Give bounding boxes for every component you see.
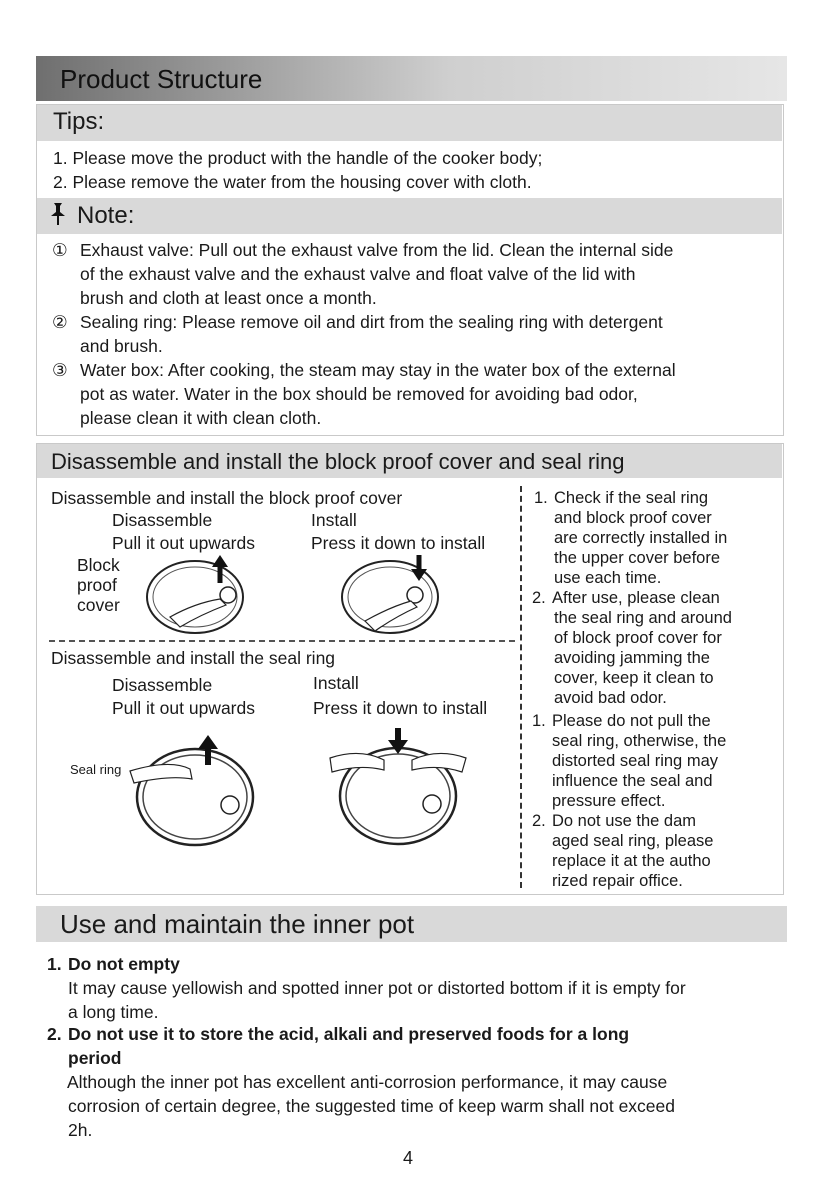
- cover-install-illustration: [335, 555, 445, 635]
- note-line: cover, keep it clean to: [554, 669, 714, 687]
- note-line: seal ring, otherwise, the: [552, 732, 727, 750]
- seal-notes: [532, 711, 772, 891]
- note-line: Exhaust valve: Pull out the exhaust valve from the lid. Clean the internal side: [80, 240, 674, 260]
- cover-heading: Disassemble and install the block proof cover: [51, 488, 403, 508]
- item-body: a long time.: [68, 1002, 159, 1022]
- note-line: Please do not pull the: [552, 712, 711, 730]
- note-line: avoid bad odor.: [554, 689, 667, 707]
- note-block: [532, 711, 772, 811]
- cover-disassemble-action: Pull it out upwards: [112, 533, 255, 553]
- seal-heading: Disassemble and install the seal ring: [51, 648, 336, 668]
- seal-disassemble-illustration: [130, 735, 260, 850]
- cover-notes: [534, 488, 774, 708]
- label-line: Block: [77, 555, 120, 575]
- item-heading: Do not empty: [68, 954, 180, 974]
- note-line: rized repair office.: [552, 872, 683, 890]
- note-line: brush and cloth at least once a month.: [80, 288, 377, 308]
- note-line: the seal ring and around: [554, 609, 732, 627]
- note-line: of the exhaust valve and the exhaust valve and float valve of the lid with: [80, 264, 636, 284]
- note-number: 2.: [532, 589, 546, 607]
- note-line: Water box: After cooking, the steam may stay in the water box of the external: [80, 360, 676, 380]
- note-marker: ②: [52, 312, 68, 332]
- item-number: 2.: [47, 1024, 62, 1044]
- seal-disassemble-action: Pull it out upwards: [112, 698, 255, 718]
- note-marker: ①: [52, 240, 68, 260]
- note-line: the upper cover before: [554, 549, 721, 567]
- item-body: It may cause yellowish and spotted inner pot or distorted bottom if it is empty for: [68, 978, 686, 998]
- note-line: pressure effect.: [552, 792, 666, 810]
- note-marker: ③: [52, 360, 68, 380]
- note-line: are correctly installed in: [554, 529, 728, 547]
- section-divider: [49, 640, 515, 642]
- note-item-water-box: [52, 358, 772, 430]
- note-line: of block proof cover for: [554, 629, 722, 647]
- note-header: [37, 198, 782, 234]
- note-line: Do not use the dam: [552, 812, 697, 830]
- label-line: cover: [77, 595, 120, 615]
- disassemble-header: [37, 444, 782, 478]
- item-body: 2h.: [68, 1120, 93, 1140]
- note-line: and brush.: [80, 336, 163, 356]
- note-line: replace it at the autho: [552, 852, 711, 870]
- cover-install-action: Press it down to install: [311, 533, 486, 553]
- pushpin-icon: [49, 202, 71, 231]
- inner-pot-item: [47, 952, 787, 1022]
- cover-disassemble-label: Disassemble: [112, 510, 213, 530]
- cover-install-label: Install: [311, 510, 357, 530]
- inner-pot-title: Use and maintain the inner pot: [60, 909, 415, 939]
- item-heading: Do not use it to store the acid, alkali and preserved foods for a long: [68, 1024, 630, 1044]
- item-number: 1.: [47, 954, 62, 974]
- note-line: avoiding jamming the: [554, 649, 710, 667]
- note-line: Check if the seal ring: [554, 489, 709, 507]
- column-divider: [520, 486, 522, 888]
- note-line: and block proof cover: [554, 509, 712, 527]
- note-line: After use, please clean: [552, 589, 720, 607]
- tip-item: 1. Please move the product with the handle of the cooker body;: [53, 148, 543, 168]
- disassemble-title: Disassemble and install the block proof cover and seal ring: [51, 449, 625, 474]
- tips-header: [37, 105, 782, 141]
- page-title: Product Structure: [60, 64, 263, 94]
- note-line: use each time.: [554, 569, 662, 587]
- seal-install-label: Install: [313, 673, 359, 693]
- note-line: distorted seal ring may: [552, 752, 718, 770]
- seal-disassemble-label: Disassemble: [112, 675, 213, 695]
- page-number: 4: [403, 1148, 414, 1168]
- cover-disassemble-illustration: [140, 555, 250, 635]
- note-list: [52, 238, 772, 430]
- note-number: 1.: [534, 489, 548, 507]
- item-heading: period: [68, 1048, 122, 1068]
- note-line: pot as water. Water in the box should be removed for avoiding bad odor,: [80, 384, 638, 404]
- label-line: proof: [77, 575, 117, 595]
- note-line: aged seal ring, please: [552, 832, 714, 850]
- seal-install-action: Press it down to install: [313, 698, 488, 718]
- seal-install-illustration: [320, 728, 470, 848]
- tip-item: 2. Please remove the water from the housing cover with cloth.: [53, 172, 532, 192]
- note-block: [534, 488, 774, 588]
- note-line: influence the seal and: [552, 772, 713, 790]
- item-body: Although the inner pot has excellent anti-corrosion performance, it may cause: [67, 1072, 668, 1092]
- note-number: 2.: [532, 812, 546, 830]
- inner-pot-item: [47, 1022, 787, 1142]
- section-header-product-structure: [36, 56, 787, 101]
- note-block: [532, 811, 772, 891]
- note-number: 1.: [532, 712, 546, 730]
- inner-pot-list: [47, 952, 787, 1142]
- seal-ring-label: Seal ring: [70, 762, 122, 777]
- note-line: Sealing ring: Please remove oil and dirt from the sealing ring with detergent: [80, 312, 663, 332]
- section-header-inner-pot: [36, 906, 787, 942]
- note-line: please clean it with clean cloth.: [80, 408, 322, 428]
- note-item-sealing-ring: [52, 310, 772, 358]
- note-item-exhaust-valve: [52, 238, 772, 310]
- item-body: corrosion of certain degree, the suggested time of keep warm shall not exceed: [68, 1096, 676, 1116]
- tips-title: Tips:: [53, 108, 105, 135]
- note-title: Note:: [77, 202, 135, 229]
- note-block: [534, 588, 774, 708]
- block-proof-cover-label: [77, 555, 120, 615]
